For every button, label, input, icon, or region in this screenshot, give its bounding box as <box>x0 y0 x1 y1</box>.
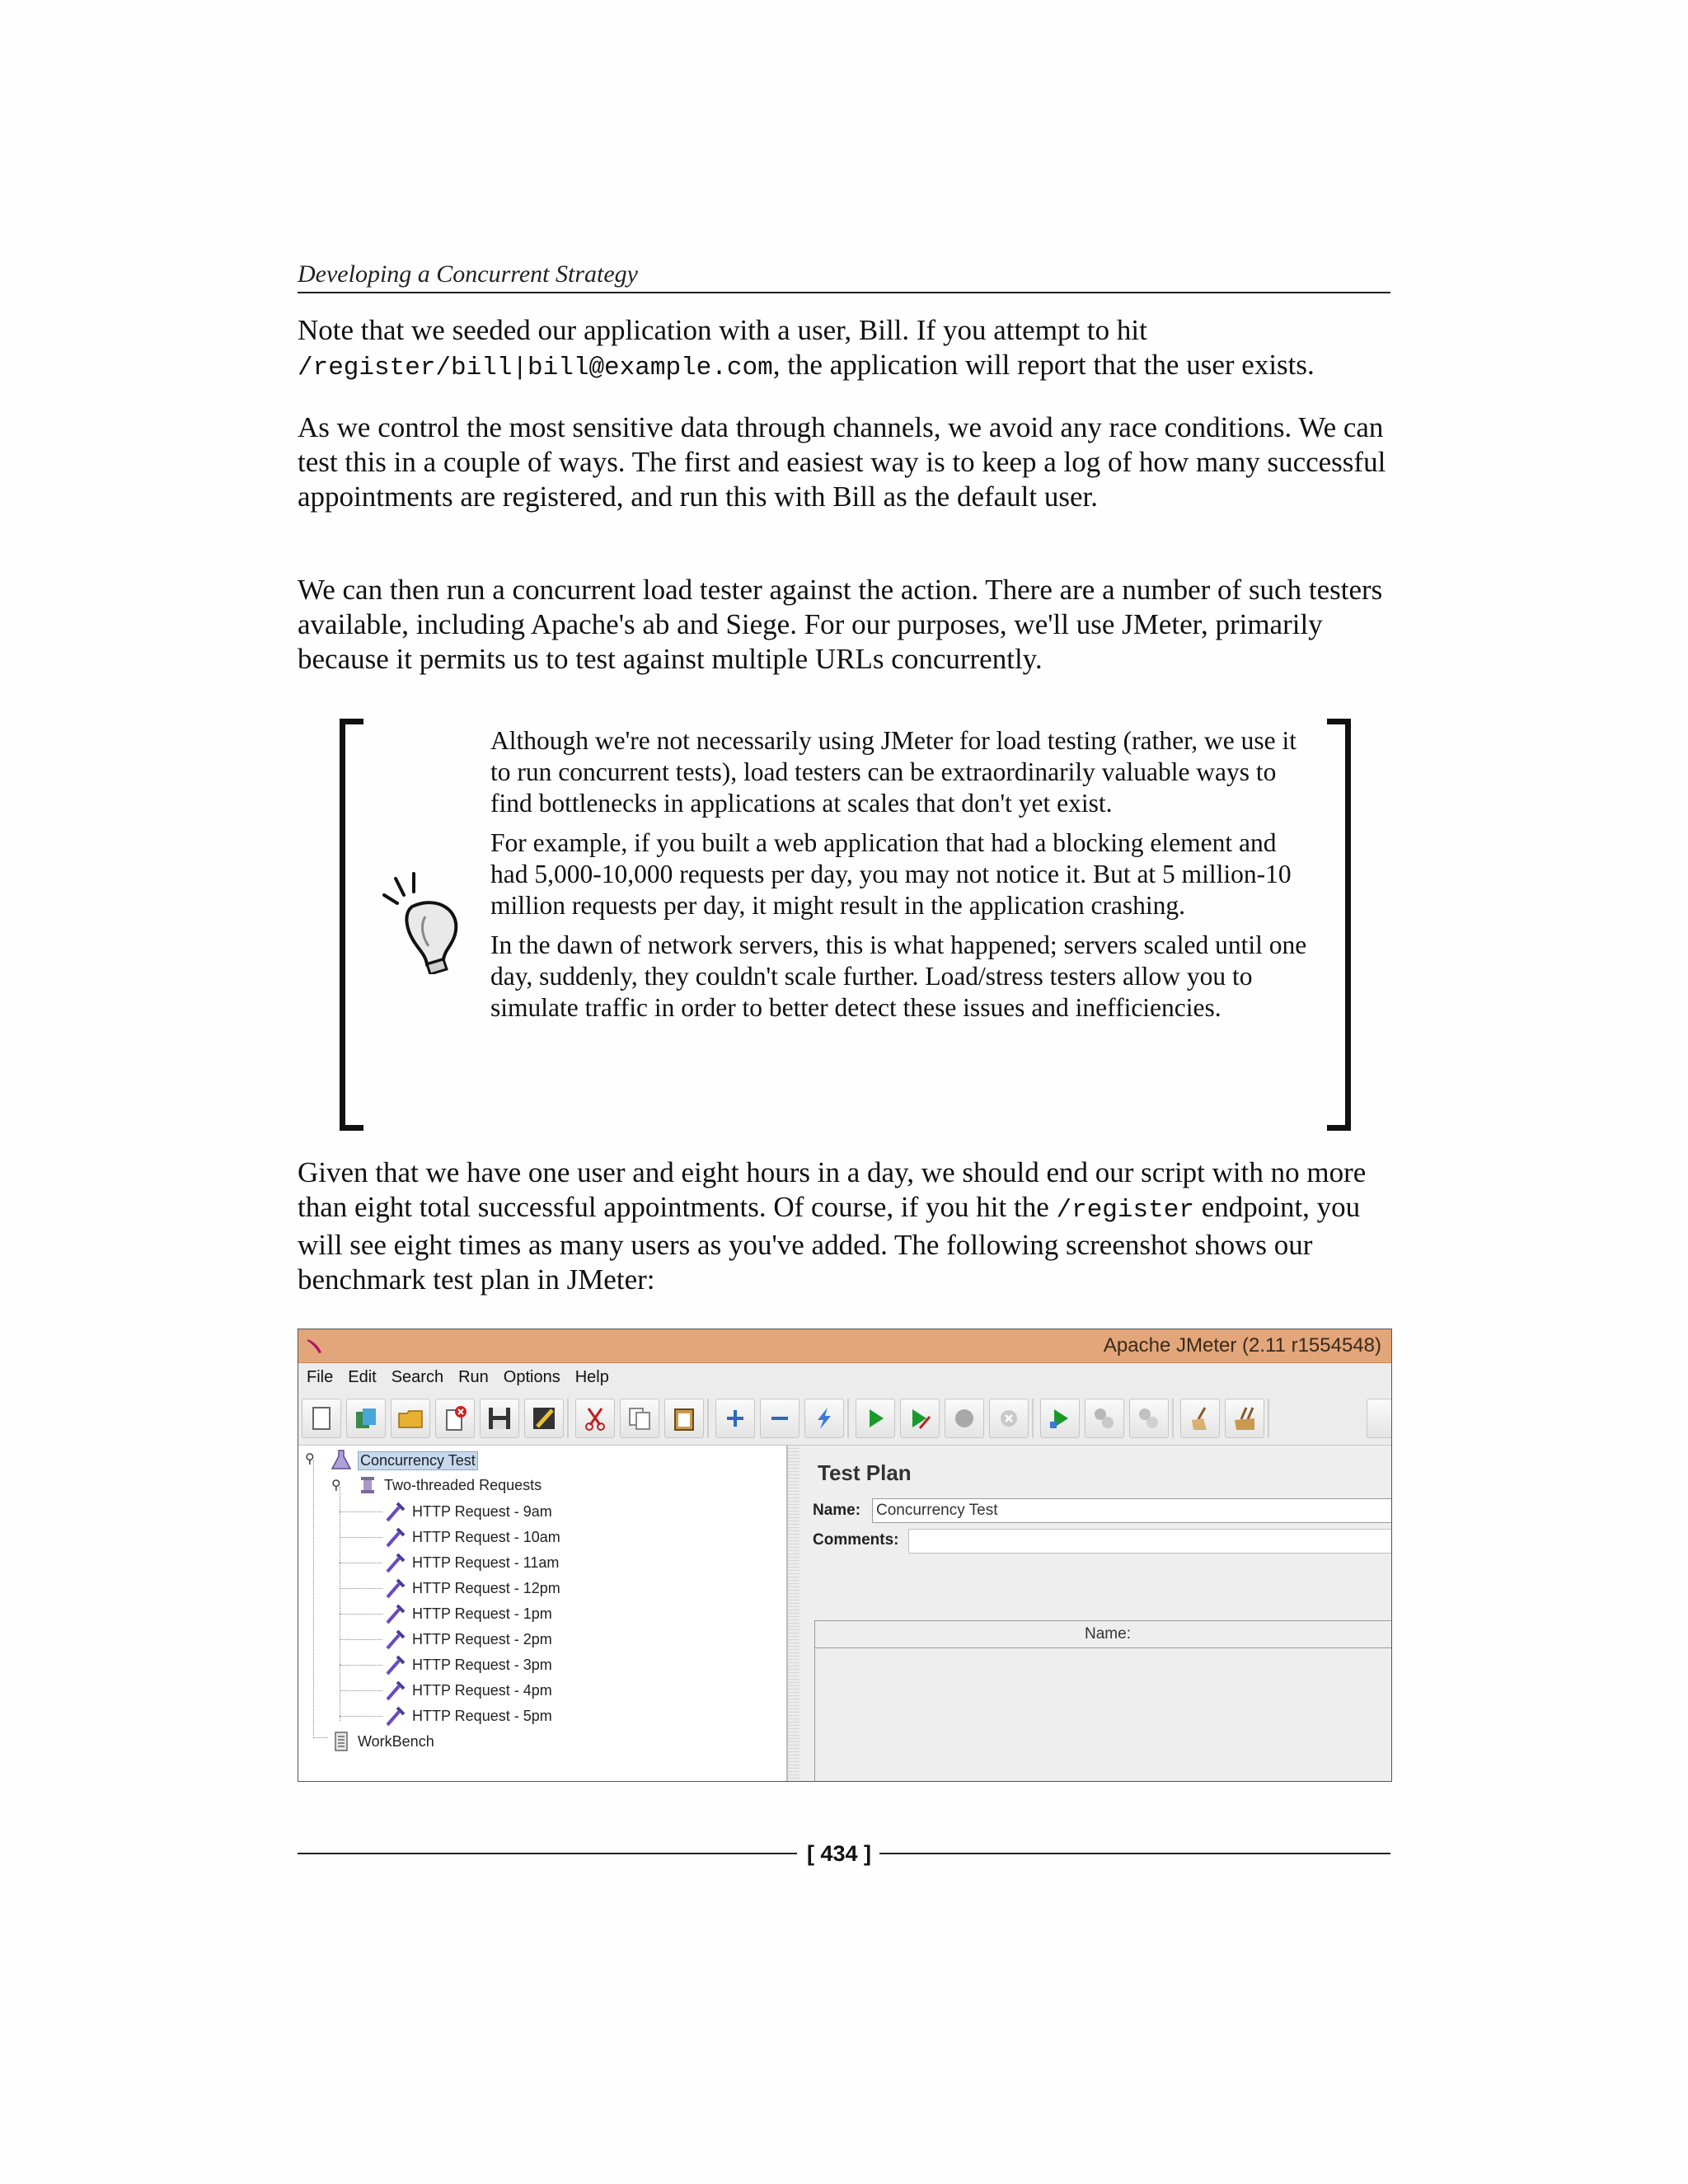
search-button[interactable] <box>1367 1399 1392 1438</box>
tip-paragraph-1: Although we're not necessarily using JMeter for load testing (rather, we use it to run concurrent tests), load testers can be extraordinarily valuable ways to find bottlenecks in applications at scales that don't yet exist. <box>490 726 1297 818</box>
expand-icon <box>722 1405 748 1432</box>
paragraph-1-text-b: , the application will report that the user exists. <box>772 349 1315 381</box>
paragraph-3: We can then run a concurrent load tester against the action. There are a number of such testers available, including Apache's ab and Siege. For our purposes, we'll use JMeter, primarily because it permits us to test against multiple URLs concurrently. <box>298 574 1383 675</box>
paragraph-4-text-b: endpoint, you will see eight times as many users as you've added. The following screenshot shows our benchmark test plan in JMeter: <box>298 1191 1361 1296</box>
tip-paragraph-3: In the dawn of network servers, this is what happened; servers scaled until one day, suddenly, they couldn't scale further. Load/stress testers allow you to simulate traffic in order to better detect these issues and inefficiencies. <box>490 930 1307 1022</box>
paragraph-4-text-a: Given that we have one user and eight hours in a day, we should end our script with no more than eight total successful appointments. Of course, if you hit the <box>298 1156 1367 1223</box>
pipette-icon <box>384 1577 407 1600</box>
toolbar-separator <box>847 1399 849 1438</box>
pipette-icon <box>384 1628 407 1651</box>
tip-bracket-left <box>340 719 363 1131</box>
pipette-icon <box>384 1679 407 1702</box>
paragraph-1 <box>298 313 1394 386</box>
tree-label: Two-threaded Requests <box>384 1477 542 1493</box>
copy-icon <box>626 1405 653 1432</box>
pipette-icon <box>384 1500 407 1523</box>
expand-all-button[interactable] <box>715 1399 755 1438</box>
menu-help[interactable]: Help <box>574 1368 609 1386</box>
new-button[interactable] <box>302 1399 341 1438</box>
spool-icon <box>356 1474 379 1497</box>
open-button[interactable] <box>391 1399 430 1438</box>
pipette-icon <box>384 1704 407 1727</box>
workbench-icon <box>330 1730 353 1753</box>
save-as-icon <box>531 1405 557 1432</box>
paragraph-4 <box>298 1155 1394 1297</box>
toggle-button[interactable] <box>804 1399 844 1438</box>
menu-search[interactable]: Search <box>391 1368 444 1386</box>
pipette-icon <box>384 1602 407 1625</box>
start-button[interactable] <box>856 1399 895 1438</box>
test-plan-panel <box>799 1446 1391 1781</box>
jmeter-window <box>298 1329 1392 1782</box>
menu-file[interactable]: File <box>307 1368 334 1386</box>
stop-button[interactable] <box>945 1399 984 1438</box>
tip-text <box>490 725 1315 1032</box>
toolbar-separator <box>707 1399 709 1438</box>
remote-stop-button[interactable] <box>1085 1399 1124 1438</box>
remote-shutdown-button[interactable] <box>1129 1399 1169 1438</box>
menu-run[interactable]: Run <box>458 1368 489 1386</box>
menu-options[interactable]: Options <box>503 1368 560 1386</box>
page-footer <box>298 1841 1390 1866</box>
templates-button[interactable] <box>346 1399 386 1438</box>
paste-button[interactable] <box>664 1399 704 1438</box>
clear-all-icon <box>1231 1405 1258 1432</box>
tree-expand-knob[interactable]: ⚲ <box>305 1452 315 1466</box>
tree-label: HTTP Request - 11am <box>412 1554 560 1571</box>
start-icon <box>862 1405 889 1432</box>
remote-start-icon <box>1047 1405 1073 1432</box>
tree-label: HTTP Request - 1pm <box>412 1605 552 1622</box>
toolbar-separator <box>1268 1399 1269 1438</box>
user-variables-table <box>814 1620 1392 1782</box>
save-icon <box>486 1405 513 1432</box>
tip-paragraph-2: For example, if you built a web application that had a blocking element and had 5,000-10,000 requests per day, you may not notice it. But at 5 million-10 million requests per day, it might result in the application crashing. <box>490 828 1292 920</box>
paragraph-1-text-a: Note that we seeded our application with a user, Bill. If you attempt to hit <box>298 314 1147 346</box>
name-input[interactable]: Concurrency Test <box>872 1498 1392 1523</box>
tree-label: HTTP Request - 5pm <box>412 1708 552 1724</box>
menu-bar <box>298 1363 1391 1391</box>
remote-stop-icon <box>1091 1405 1118 1432</box>
copy-button[interactable] <box>620 1399 659 1438</box>
pipette-icon <box>384 1526 407 1549</box>
window-title: Apache JMeter (2.11 r1554548) <box>1103 1334 1381 1357</box>
menu-edit[interactable]: Edit <box>348 1368 377 1386</box>
tree-label: HTTP Request - 3pm <box>412 1657 552 1673</box>
page-number: [ 434 ] <box>806 1841 872 1866</box>
close-icon <box>442 1405 468 1432</box>
remote-start-button[interactable] <box>1040 1399 1080 1438</box>
table-header-name[interactable]: Name: <box>815 1621 1392 1648</box>
collapse-all-button[interactable] <box>760 1399 799 1438</box>
running-head: Developing a Concurrent Strategy <box>298 260 1390 293</box>
shutdown-button[interactable] <box>989 1399 1029 1438</box>
toolbar <box>298 1392 1391 1446</box>
start-no-pauses-button[interactable] <box>900 1399 940 1438</box>
clear-button[interactable] <box>1180 1399 1220 1438</box>
save-button[interactable] <box>480 1399 519 1438</box>
tree-label: HTTP Request - 4pm <box>412 1682 552 1699</box>
tip-bracket-right <box>1327 719 1351 1131</box>
templates-icon <box>353 1405 379 1432</box>
remote-shutdown-icon <box>1136 1405 1162 1432</box>
tree-label: HTTP Request - 10am <box>412 1529 560 1545</box>
tree-label: HTTP Request - 9am <box>412 1503 552 1520</box>
comments-input[interactable] <box>908 1529 1392 1554</box>
paragraph-2: As we control the most sensitive data through channels, we avoid any race conditions. We can test this in a couple of ways. The first and easiest way is to keep a log of how many successful appointments are registered, and run this with Bill as the default user. <box>298 411 1386 513</box>
panel-title: Test Plan <box>818 1460 912 1485</box>
pipette-icon <box>384 1653 407 1676</box>
stop-icon <box>951 1405 978 1432</box>
toolbar-separator <box>1172 1399 1174 1438</box>
footer-rule <box>879 1853 1390 1854</box>
lightbulb-icon <box>379 867 470 974</box>
name-label: Name: <box>813 1502 861 1519</box>
test-plan-tree <box>298 1446 788 1781</box>
save-as-button[interactable] <box>524 1399 564 1438</box>
split-pane-divider[interactable] <box>788 1446 799 1781</box>
jmeter-titlebar <box>298 1329 1391 1363</box>
cut-icon <box>582 1405 608 1432</box>
pipette-icon <box>384 1551 407 1574</box>
open-icon <box>397 1405 424 1432</box>
toolbar-separator <box>1032 1399 1034 1438</box>
tree-label: HTTP Request - 2pm <box>412 1631 552 1647</box>
collapse-icon <box>767 1405 793 1432</box>
paste-icon <box>671 1405 697 1432</box>
register-endpoint-code: /register <box>1056 1196 1194 1225</box>
tree-label: WorkBench <box>358 1733 434 1750</box>
new-icon <box>308 1405 335 1432</box>
comments-label: Comments: <box>813 1531 899 1549</box>
register-path-code: /register/bill|bill@example.com <box>298 354 773 382</box>
tree-label: HTTP Request - 12pm <box>412 1580 560 1596</box>
cut-button[interactable] <box>575 1399 615 1438</box>
toolbar-separator <box>567 1399 569 1438</box>
toggle-icon <box>811 1405 837 1432</box>
tree-expand-knob[interactable]: ⚲ <box>331 1479 341 1493</box>
shutdown-icon <box>996 1405 1022 1432</box>
flask-icon <box>330 1448 353 1471</box>
clear-all-button[interactable] <box>1225 1399 1264 1438</box>
tree-label: Concurrency Test <box>358 1451 478 1470</box>
start-no-pause-icon <box>907 1405 933 1432</box>
footer-rule <box>298 1853 797 1854</box>
apache-feather-icon <box>305 1336 325 1356</box>
close-button[interactable] <box>435 1399 475 1438</box>
clear-icon <box>1187 1405 1213 1432</box>
